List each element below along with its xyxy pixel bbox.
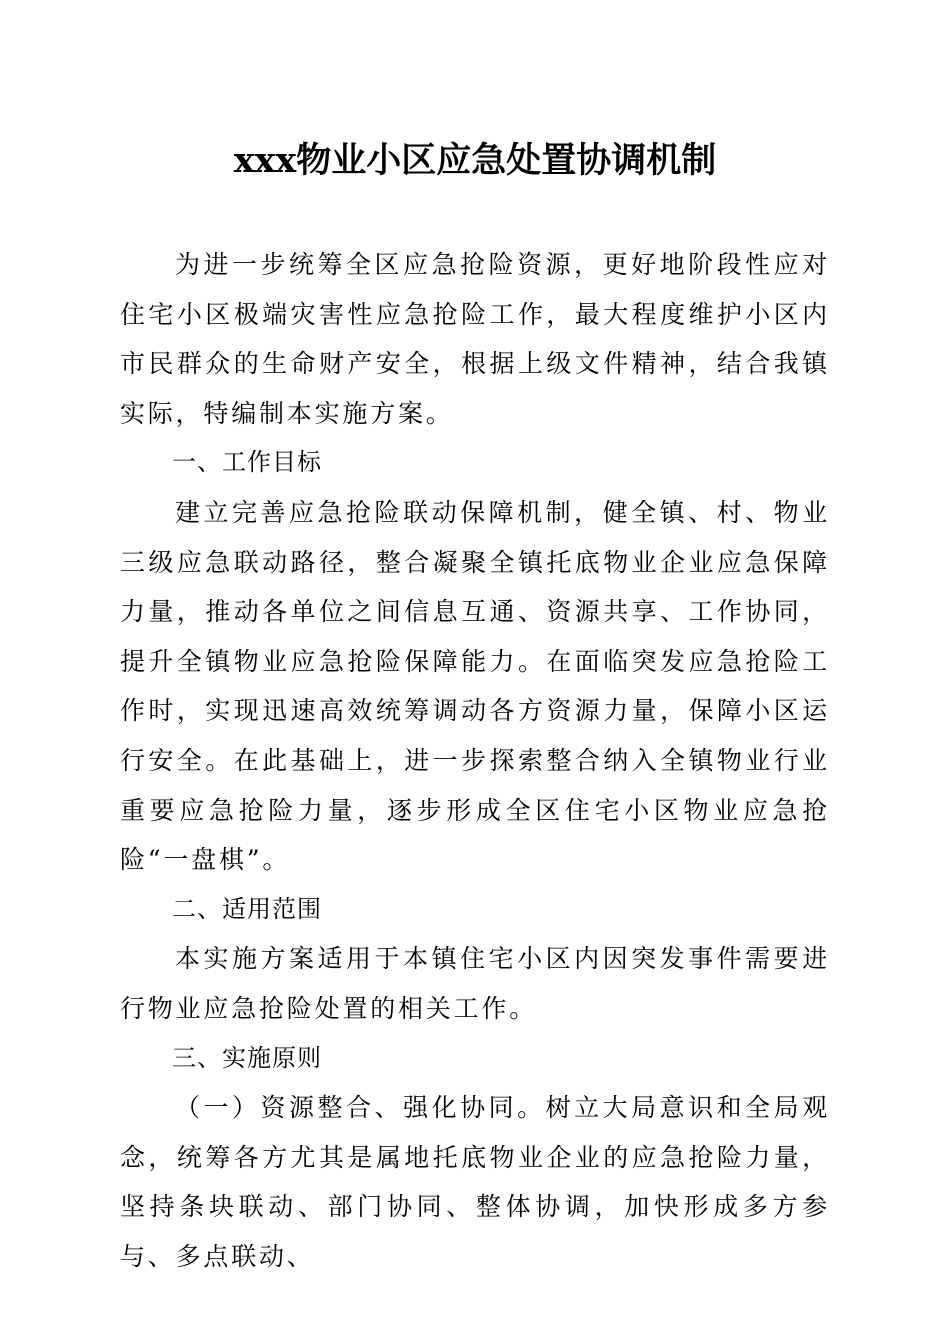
intro-paragraph: 为进一步统筹全区应急抢险资源，更好地阶段性应对住宅小区极端灾害性应急抢险工作，最大程度维护小区内市民群众的生命财产安全，根据上级文件精神，结合我镇实际，特编制本实施方案。 <box>120 250 830 428</box>
document-body <box>120 240 830 1281</box>
section-heading-scope: 二、适用范围 <box>172 894 322 923</box>
section-heading-principles: 三、实施原则 <box>172 1043 322 1072</box>
section-paragraph-principles: （一）资源整合、强化协同。树立大局意识和全局观念，统筹各方尤其是属地托底物业企业的应急抢险力量，坚持条块联动、部门协同、整体协调，加快形成多方参与、多点联动、 <box>120 1093 830 1271</box>
document-title: xxx物业小区应急处置协调机制 <box>233 140 717 181</box>
section-paragraph-goals: 建立完善应急抢险联动保障机制，健全镇、村、物业三级应急联动路径，整合凝聚全镇托底物业企业应急保障力量，推动各单位之间信息互通、资源共享、工作协同，提升全镇物业应急抢险保障能力。在面临突发应急抢险工作时，实现迅速高效统筹调动各方资源力量，保障小区运行安全。在此基础上，进一步探索整合纳入全镇物业行业重要应急抢险力量，逐步形成全区住宅小区物业应急抢险“一盘棋”。 <box>120 497 830 875</box>
section-paragraph-scope: 本实施方案适用于本镇住宅小区内因突发事件需要进行物业应急抢险处置的相关工作。 <box>120 944 830 1023</box>
section-heading-goals: 一、工作目标 <box>172 448 322 477</box>
